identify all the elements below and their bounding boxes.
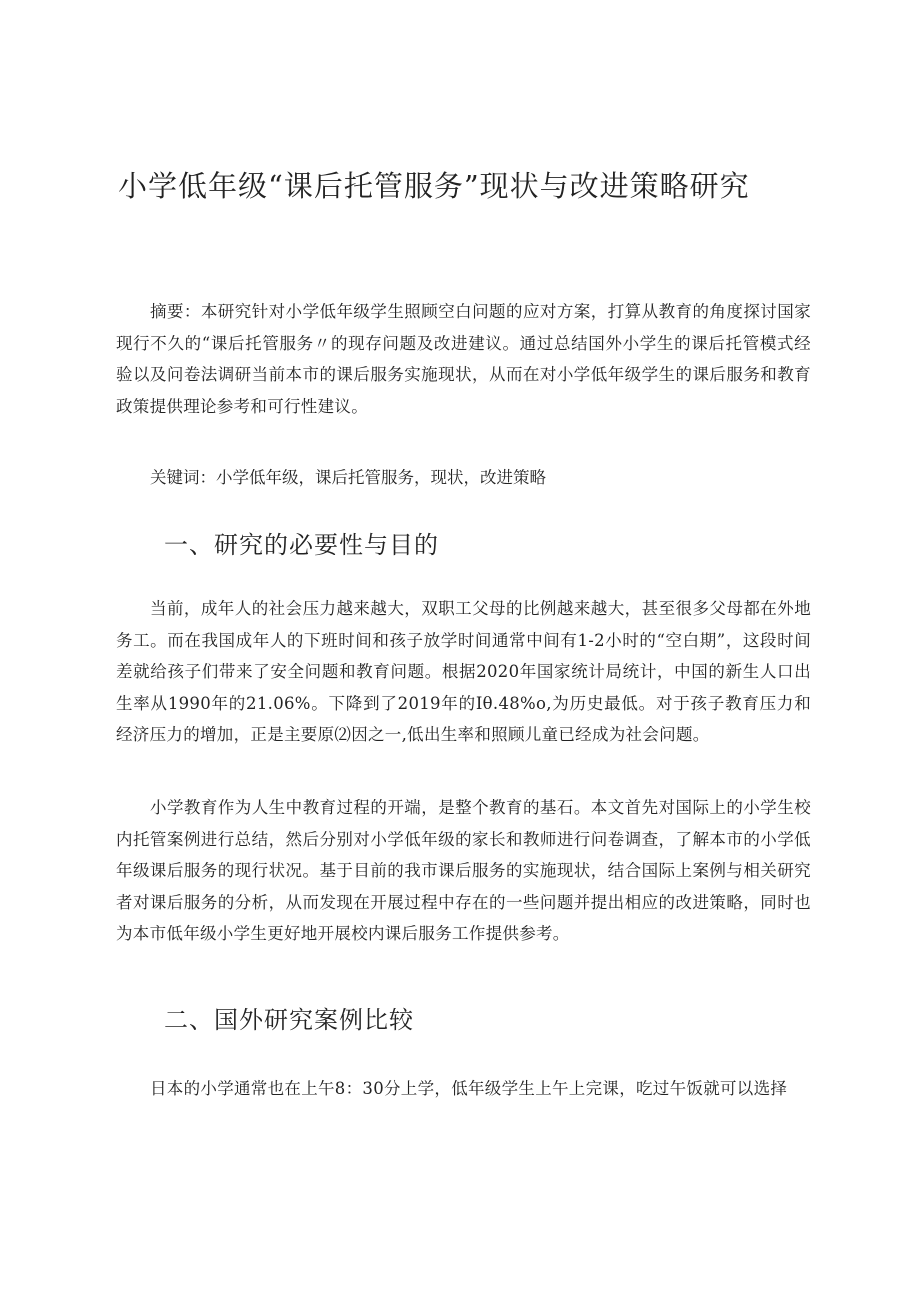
document-title: 小学低年级“课后托管服务”现状与改进策略研究 (118, 169, 750, 203)
section-heading-1: 一、研究的必要性与目的 (164, 531, 439, 559)
keywords-line: 关键词：小学低年级，课后托管服务，现状，改进策略 (150, 468, 546, 487)
section-heading-2: 二、国外研究案例比较 (164, 1006, 414, 1034)
section1-paragraph-2: 小学教育作为人生中教育过程的开端，是整个教育的基石。本文首先对国际上的小学生校内托管案例进行总结，然后分别对小学低年级的家长和教师进行问卷调查，了解本市的小学低年级课后服务的现行状况。基于目前的我市课后服务的实施现状，结合国际上案例与相关研究者对课后服务的分析，从而发现在开展过程中存在的一些问题并提出相应的改进策略，同时也为本市低年级小学生更好地开展校内课后服务工作提供参考。 (116, 798, 811, 943)
section2-paragraph-1: 日本的小学通常也在上午8：30分上学，低年级学生上午上完课，吃过午饭就可以选择 (150, 1079, 788, 1098)
section1-paragraph-1: 当前，成年人的社会压力越来越大，双职工父母的比例越来越大，甚至很多父母都在外地务工。而在我国成年人的下班时间和孩子放学时间通常中间有1-2小时的“空白期”，这段时间差就给孩子们带来了安全问题和教育问题。根据2020年国家统计局统计，中国的新生人口出生率从1990年的21.06%。下降到了2019年的Iθ.48%o,为历史最低。对于孩子教育压力和经济压力的增加，正是主要原⑵因之一,低出生率和照顾儿童已经成为社会问题。 (116, 599, 811, 744)
abstract-paragraph: 摘要：本研究针对小学低年级学生照顾空白问题的应对方案，打算从教育的角度探讨国家现行不久的“课后托管服务〃的现存问题及改进建议。通过总结国外小学生的课后托管模式经验以及问卷法调研当前本市的课后服务实施现状，从而在对小学低年级学生的课后服务和教育政策提供理论参考和可行性建议。 (116, 302, 811, 416)
